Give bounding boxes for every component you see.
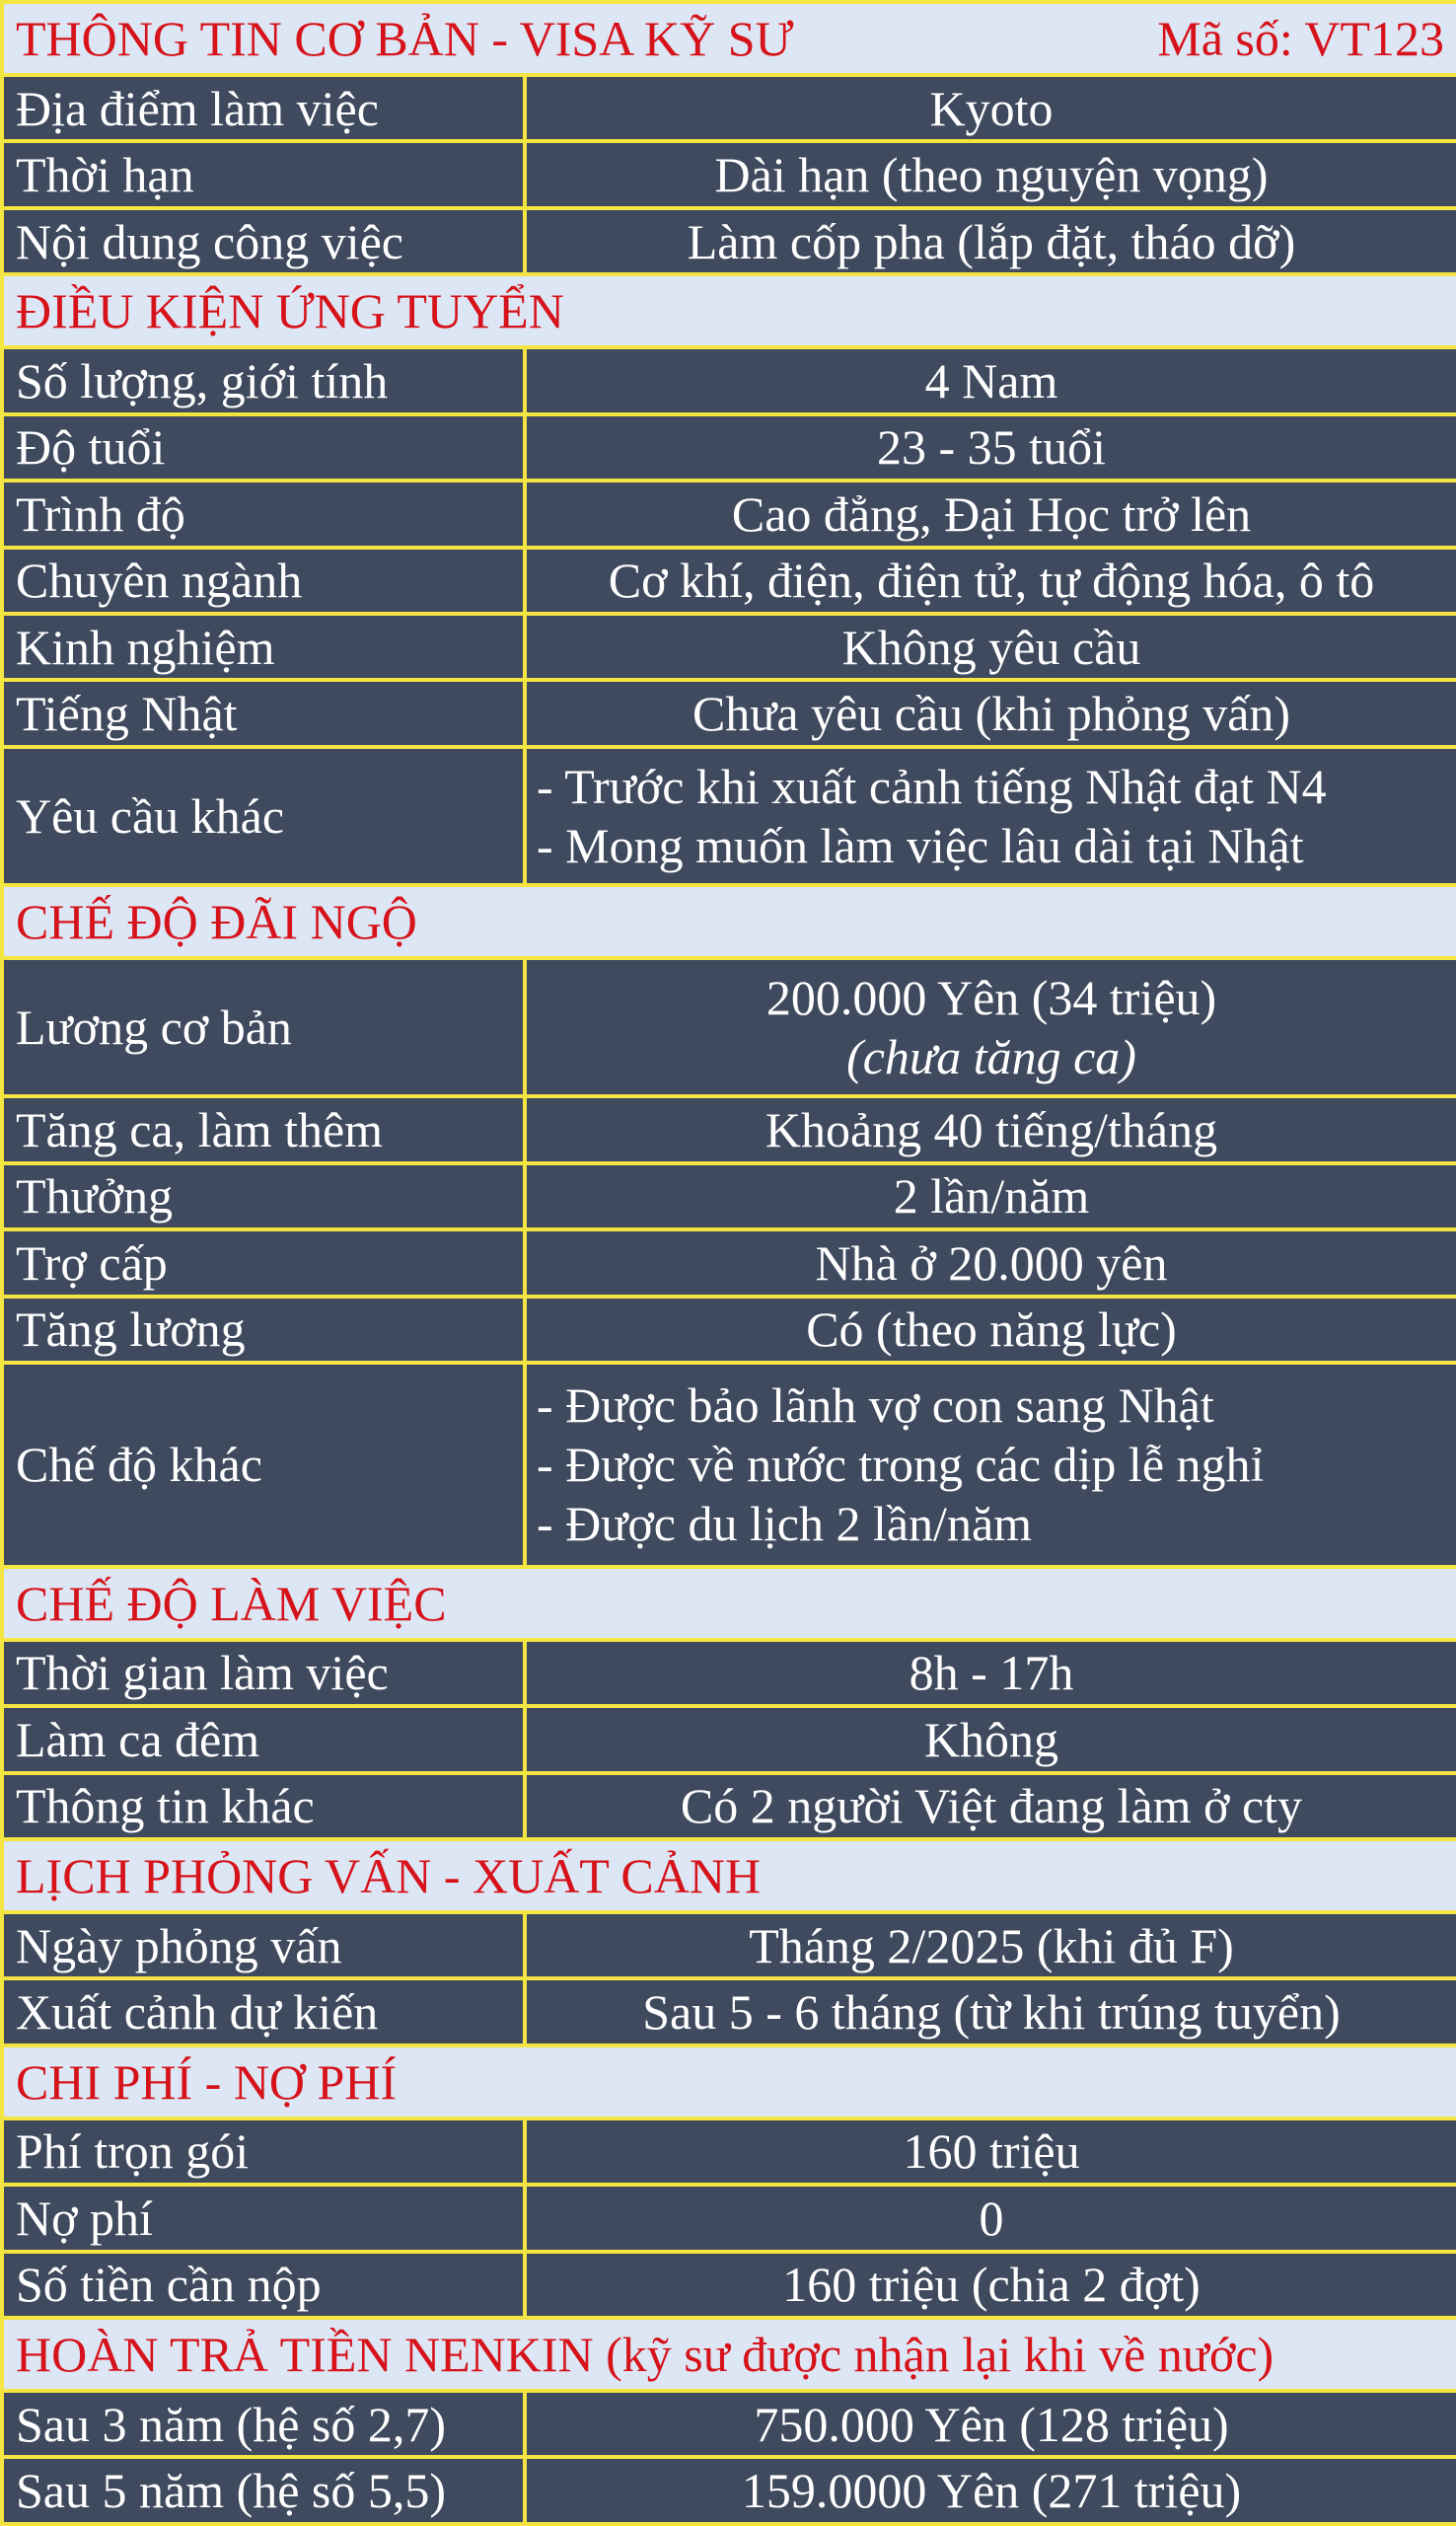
row-value (525, 958, 1456, 1096)
section-benefits (2, 885, 1456, 958)
row-value: Khoảng 40 tiếng/tháng (525, 1096, 1456, 1162)
table-row (2, 680, 1456, 746)
table-row (2, 958, 1456, 1096)
table-row (2, 1229, 1456, 1296)
table-row (2, 747, 1456, 885)
requirement-line: - Trước khi xuất cảnh tiếng Nhật đạt N4 (537, 759, 1327, 815)
row-value: 160 triệu (525, 2118, 1456, 2185)
row-label: Phí trọn gói (2, 2118, 525, 2185)
row-label: Chuyên ngành (2, 548, 525, 614)
table-row (2, 1978, 1456, 2044)
section-title: CHI PHÍ - NỢ PHÍ (2, 2045, 1456, 2118)
row-label: Tăng lương (2, 1297, 525, 1363)
row-value: Không yêu cầu (525, 614, 1456, 680)
salary-value: 200.000 Yên (34 triệu) (765, 970, 1217, 1026)
row-label: Trình độ (2, 481, 525, 547)
row-label: Số tiền cần nộp (2, 2252, 525, 2318)
benefit-line: - Được du lịch 2 lần/năm (537, 1496, 1033, 1552)
row-value: Có (theo năng lực) (525, 1297, 1456, 1363)
section-work (2, 1567, 1456, 1640)
row-value: Chưa yêu cầu (khi phỏng vấn) (525, 680, 1456, 746)
row-value: Sau 5 - 6 tháng (từ khi trúng tuyển) (525, 1978, 1456, 2044)
row-label: Thời hạn (2, 141, 525, 207)
row-label: Kinh nghiệm (2, 614, 525, 680)
table-row (2, 347, 1456, 413)
row-label: Tiếng Nhật (2, 680, 525, 746)
row-value: Dài hạn (theo nguyện vọng) (525, 141, 1456, 207)
section-title: HOÀN TRẢ TIỀN NENKIN (kỹ sư được nhận lại khi về nước) (2, 2318, 1456, 2391)
job-code: Mã số: VT123 (1157, 10, 1445, 66)
row-label: Thời gian làm việc (2, 1640, 525, 1706)
row-value (525, 747, 1456, 885)
row-label: Địa điểm làm việc (2, 75, 525, 141)
section-title: LỊCH PHỎNG VẤN - XUẤT CẢNH (2, 1839, 1456, 1912)
benefit-line: - Được bảo lãnh vợ con sang Nhật (537, 1377, 1214, 1434)
row-value: 23 - 35 tuổi (525, 414, 1456, 481)
row-value: Không (525, 1706, 1456, 1772)
row-label: Làm ca đêm (2, 1706, 525, 1772)
row-label: Nợ phí (2, 2185, 525, 2251)
table-row (2, 1096, 1456, 1162)
row-label: Chế độ khác (2, 1363, 525, 1567)
benefit-line: - Được về nước trong các dịp lễ nghỉ (537, 1437, 1265, 1493)
table-row (2, 75, 1456, 141)
row-label: Trợ cấp (2, 1229, 525, 1296)
table-row (2, 208, 1456, 274)
table-row (2, 1706, 1456, 1772)
row-label: Lương cơ bản (2, 958, 525, 1096)
salary-note: (chưa tăng ca) (846, 1029, 1136, 1085)
row-label: Xuất cảnh dự kiến (2, 1978, 525, 2044)
row-value: Cơ khí, điện, điện tử, tự động hóa, ô tô (525, 548, 1456, 614)
row-value (525, 1363, 1456, 1567)
table-row (2, 2457, 1456, 2524)
row-value: Nhà ở 20.000 yên (525, 1229, 1456, 1296)
table-row (2, 1912, 1456, 1978)
row-label: Ngày phỏng vấn (2, 1912, 525, 1978)
table-row (2, 614, 1456, 680)
table-row (2, 1640, 1456, 1706)
table-row (2, 481, 1456, 547)
row-label: Thông tin khác (2, 1773, 525, 1839)
section-title: CHẾ ĐỘ LÀM VIỆC (2, 1567, 1456, 1640)
row-value: Cao đẳng, Đại Học trở lên (525, 481, 1456, 547)
section-schedule (2, 1839, 1456, 1912)
row-label: Yêu cầu khác (2, 747, 525, 885)
table-row (2, 1773, 1456, 1839)
table-row (2, 1163, 1456, 1229)
section-title: THÔNG TIN CƠ BẢN - VISA KỸ SƯ (16, 10, 794, 66)
requirement-line: - Mong muốn làm việc lâu dài tại Nhật (537, 818, 1304, 874)
row-label: Sau 3 năm (hệ số 2,7) (2, 2391, 525, 2457)
row-value: 8h - 17h (525, 1640, 1456, 1706)
row-value: 159.0000 Yên (271 triệu) (525, 2457, 1456, 2524)
section-nenkin (2, 2318, 1456, 2391)
section-basic-info (2, 2, 1456, 75)
row-value: Làm cốp pha (lắp đặt, tháo dỡ) (525, 208, 1456, 274)
table-row (2, 2391, 1456, 2457)
table-row (2, 2252, 1456, 2318)
row-value: Có 2 người Việt đang làm ở cty (525, 1773, 1456, 1839)
row-value: 750.000 Yên (128 triệu) (525, 2391, 1456, 2457)
row-value: 0 (525, 2185, 1456, 2251)
row-label: Độ tuổi (2, 414, 525, 481)
table-row (2, 1363, 1456, 1567)
row-label: Số lượng, giới tính (2, 347, 525, 413)
row-value: 4 Nam (525, 347, 1456, 413)
row-label: Nội dung công việc (2, 208, 525, 274)
row-label: Thưởng (2, 1163, 525, 1229)
section-conditions (2, 274, 1456, 347)
row-value: Kyoto (525, 75, 1456, 141)
table-row (2, 548, 1456, 614)
table-row (2, 2118, 1456, 2185)
row-value: 2 lần/năm (525, 1163, 1456, 1229)
section-costs (2, 2045, 1456, 2118)
section-title: CHẾ ĐỘ ĐÃI NGỘ (2, 885, 1456, 958)
table-row (2, 1297, 1456, 1363)
section-title: ĐIỀU KIỆN ỨNG TUYỂN (2, 274, 1456, 347)
table-row (2, 2185, 1456, 2251)
row-label: Sau 5 năm (hệ số 5,5) (2, 2457, 525, 2524)
row-label: Tăng ca, làm thêm (2, 1096, 525, 1162)
table-row (2, 141, 1456, 207)
table-row (2, 414, 1456, 481)
row-value: 160 triệu (chia 2 đợt) (525, 2252, 1456, 2318)
row-value: Tháng 2/2025 (khi đủ F) (525, 1912, 1456, 1978)
